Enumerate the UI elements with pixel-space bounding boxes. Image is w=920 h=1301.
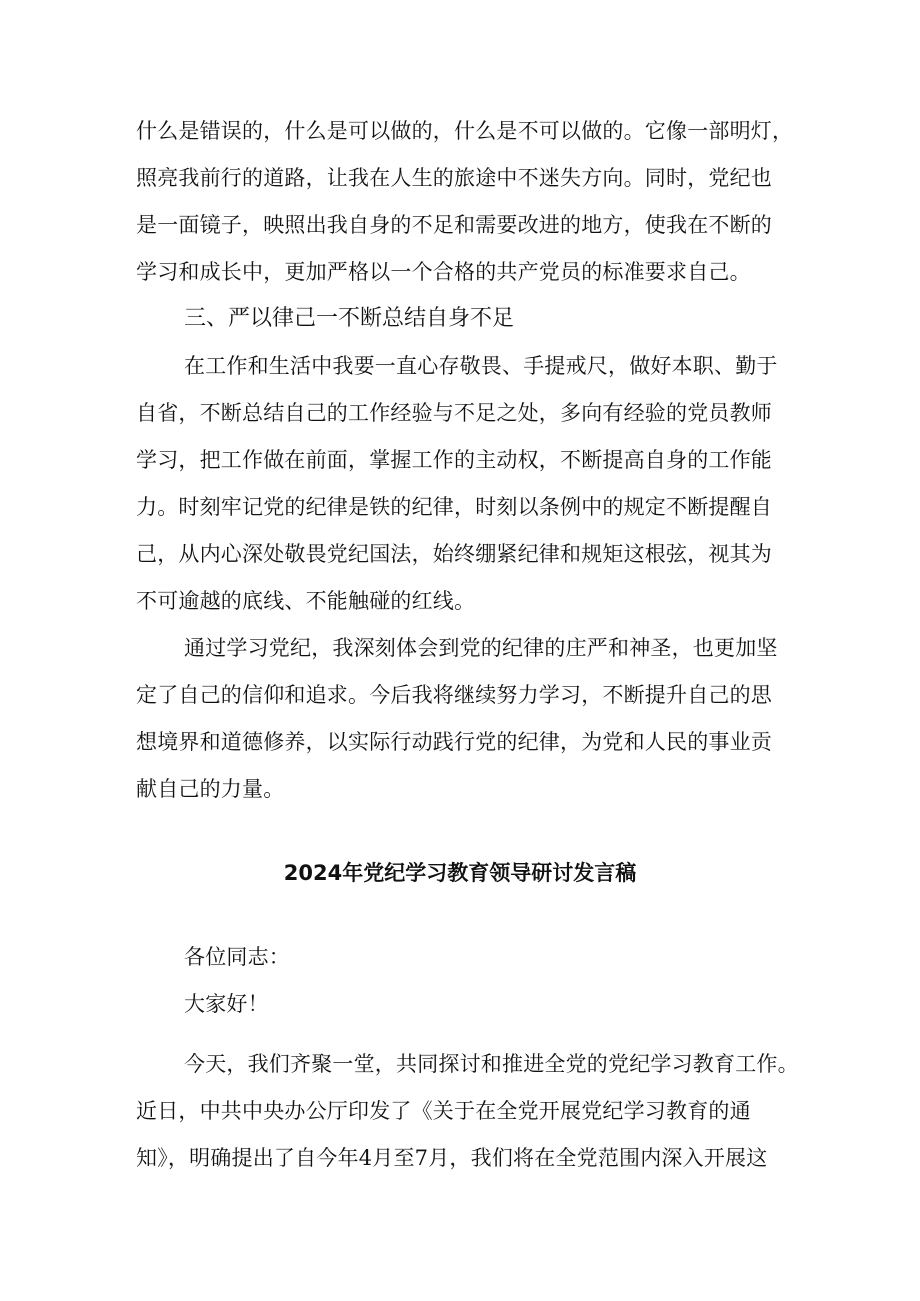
paragraph-line: 知》，明确提出了自今年4月至7月，我们将在全党范围内深入开展这 <box>136 1146 768 1170</box>
paragraph-line: 定了自己的信仰和追求。今后我将继续努力学习，不断提升自己的思 <box>136 683 772 707</box>
document-title: 2024年党纪学习教育领导研讨发言稿 <box>283 861 637 885</box>
paragraph-line: 学习和成长中，更加严格以一个合格的共产党员的标准要求自己。 <box>136 260 751 284</box>
greeting: 大家好！ <box>184 992 269 1016</box>
paragraph-line: 自省，不断总结自己的工作经验与不足之处，多向有经验的党员教师 <box>136 401 772 425</box>
paragraph-line: 是一面镜子，映照出我自身的不足和需要改进的地方，使我在不断的 <box>136 213 772 237</box>
paragraph-line: 学习，把工作做在前面，掌握工作的主动权，不断提高自身的工作能 <box>136 448 772 472</box>
paragraph-line: 在工作和生活中我要一直心存敬畏、手提戒尺，做好本职、勤于 <box>184 354 778 378</box>
paragraph-line: 通过学习党纪，我深刻体会到党的纪律的庄严和神圣，也更加坚 <box>184 636 778 660</box>
paragraph-line: 照亮我前行的道路，让我在人生的旅途中不迷失方向。同时，党纪也 <box>136 166 772 190</box>
paragraph-line: 不可逾越的底线、不能触碰的红线。 <box>136 589 476 613</box>
paragraph-line: 己，从内心深处敬畏党纪国法，始终绷紧纪律和规矩这根弦，视其为 <box>136 542 772 566</box>
paragraph-line: 力。时刻牢记党的纪律是铁的纪律，时刻以条例中的规定不断提醒自 <box>136 495 772 519</box>
paragraph-line: 献自己的力量。 <box>136 777 285 801</box>
section-heading: 三、严以律己一不断总结自身不足 <box>184 306 515 331</box>
paragraph-line: 想境界和道德修养，以实际行动践行党的纪律，为党和人民的事业贡 <box>136 730 772 754</box>
paragraph-line: 什么是错误的，什么是可以做的，什么是不可以做的。它像一部明灯， <box>136 119 794 143</box>
paragraph-line: 近日，中共中央办公厅印发了《关于在全党开展党纪学习教育的通 <box>136 1099 751 1123</box>
salutation: 各位同志： <box>184 945 290 969</box>
paragraph-line: 今天，我们齐聚一堂，共同探讨和推进全党的党纪学习教育工作。 <box>184 1052 799 1076</box>
